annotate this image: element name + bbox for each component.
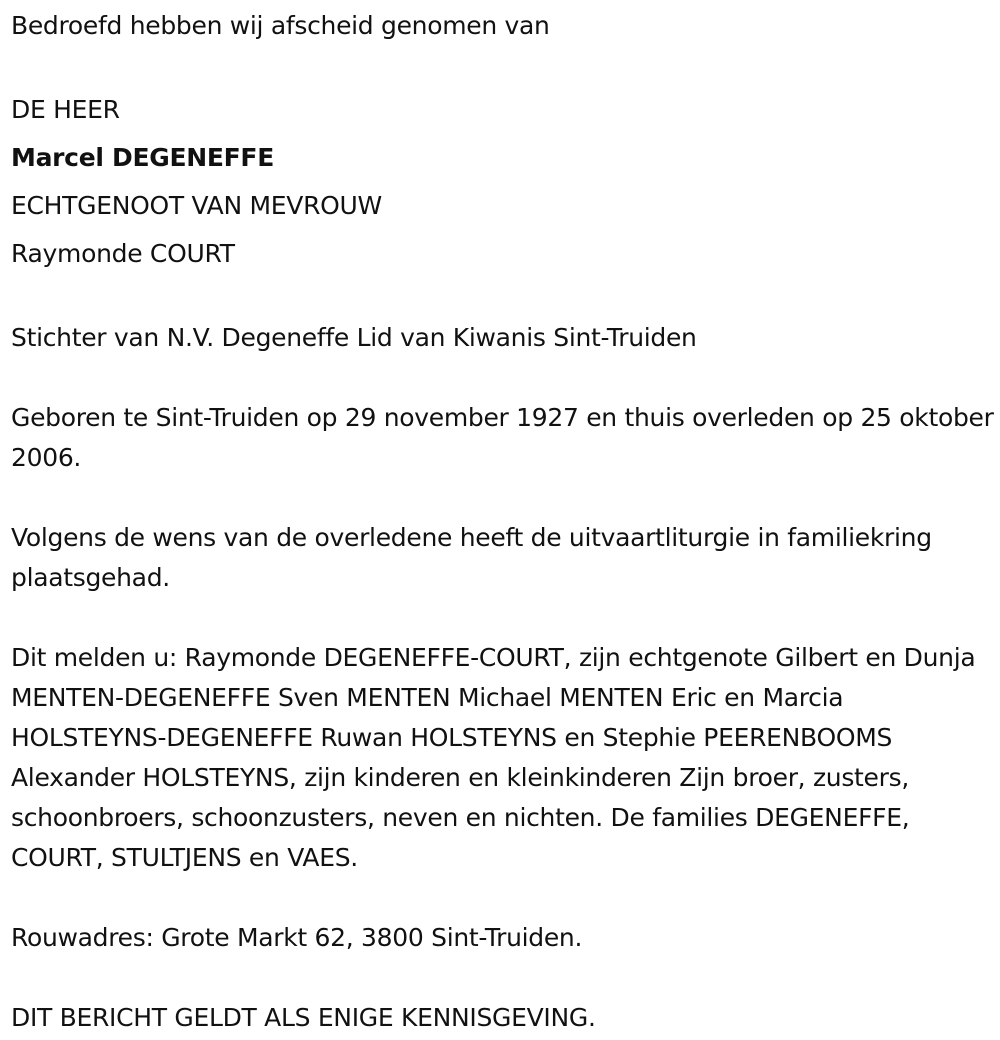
closing-text: DIT BERICHT GELDT ALS ENIGE KENNISGEVING. bbox=[11, 1003, 596, 1032]
honorific: DE HEER bbox=[11, 95, 120, 124]
relation-label: ECHTGENOOT VAN MEVROUW bbox=[11, 191, 382, 220]
announcers-text: Dit melden u: Raymonde DEGENEFFE-COURT, zijn echtgenote Gilbert en Dunja MENTEN-DEGENEFFE Sven MENTEN Michael MENTEN Eric en Marcia HOLSTEYNS-DEGENEFFE Ruwan HOLSTEYNS en Stephie PEERENBOOMS Alexander HOLSTEYNS, zijn kinderen en kleinkinderen Zijn broer, zusters, schoonbroers, schoonzusters, neven en nichten. De families DEGENEFFE, COURT, STULTJENS en VAES. bbox=[11, 643, 976, 872]
funeral-text: Volgens de wens van de overledene heeft de uitvaartliturgie in familiekring plaatsgehad. bbox=[11, 523, 932, 592]
birth-death-text: Geboren te Sint-Truiden op 29 november 1927 en thuis overleden op 25 oktober 2006. bbox=[11, 403, 994, 472]
deceased-name: Marcel DEGENEFFE bbox=[11, 143, 274, 172]
address-text: Rouwadres: Grote Markt 62, 3800 Sint-Truiden. bbox=[11, 923, 583, 952]
spouse-name: Raymonde COURT bbox=[11, 239, 235, 268]
death-notice bbox=[11, 6, 996, 1038]
intro-text: Bedroefd hebben wij afscheid genomen van bbox=[11, 11, 550, 40]
founder-text: Stichter van N.V. Degeneffe Lid van Kiwanis Sint-Truiden bbox=[11, 323, 697, 352]
